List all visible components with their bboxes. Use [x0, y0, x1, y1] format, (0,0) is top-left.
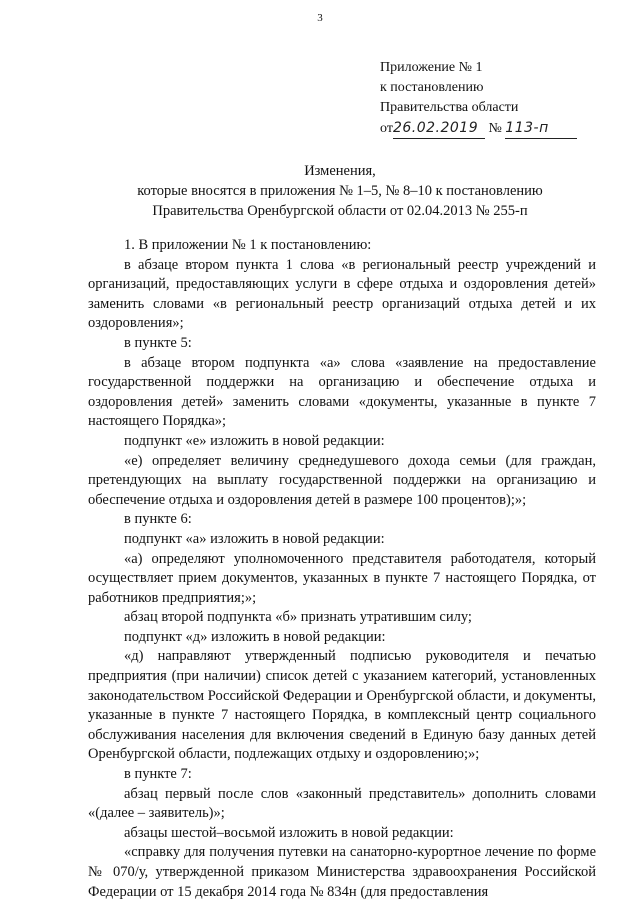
title-line-3: Правительства Оренбургской области от 02.04.2013 № 255-п: [152, 203, 528, 219]
paragraph: абзацы шестой–восьмой изложить в новой редакции:: [124, 824, 454, 841]
paragraph: «е) определяет величину среднедушевого дохода семьи (для граждан, претендующих на выплату государственной поддержки на организацию и обеспечение отдыха и оздоровления детей в размере 100 процентов);»;: [88, 452, 596, 508]
paragraph: 1. В приложении № 1 к постановлению:: [124, 237, 372, 253]
paragraph: абзац первый после слов «законный представитель» дополнить словами «(далее – заявитель)»;: [88, 785, 596, 822]
appendix-date-line: [380, 118, 620, 139]
paragraph: подпункт «е» изложить в новой редакции:: [124, 432, 385, 449]
page-number: 3: [317, 12, 323, 24]
paragraph: в пункте 6:: [124, 511, 192, 528]
document-title: [60, 161, 620, 221]
paragraph: в абзаце втором пункта 1 слова «в региональный реестр учреждений и организаций, предоставляющих услуги в сфере отдыха и оздоровления детей» заменить словами «в региональный реестр организаций отдыха детей и их оздоровления»;: [88, 256, 596, 332]
appendix-line-1: Приложение № 1: [380, 60, 483, 75]
paragraph: подпункт «д» изложить в новой редакции:: [124, 628, 386, 645]
paragraph: в пункте 7:: [124, 766, 192, 783]
handwritten-date: 26.02.2019: [393, 118, 485, 139]
paragraph: «д) направляют утвержденный подписью руководителя и печатью предприятия (при наличии) список детей с указанием категорий, установленных законодательством Российской Федерации и Оренбургской области, и документы, указанные в пункте 7 настоящего Порядка, в комплексный центр социального обслуживания населения для включения сведений в Единую базу данных детей Оренбургской области, подлежащих отдыху и оздоровлению;»;: [88, 648, 596, 763]
title-line-2: которые вносятся в приложения № 1–5, № 8–10 к постановлению: [137, 183, 543, 199]
paragraph: в пункте 5:: [124, 334, 192, 351]
number-sign: №: [488, 121, 502, 136]
from-prefix: от: [380, 121, 393, 136]
title-line-1: Изменения,: [304, 163, 376, 179]
paragraph: в абзаце втором подпункта «а» слова «заявление на предоставление государственной поддержки на организацию и обеспечение отдыха и оздоровления детей» заменить словами «документы, указанные в пункте 7 настоящего Порядка»;: [88, 354, 596, 430]
paragraph: абзац второй подпункта «б» признать утратившим силу;: [124, 609, 472, 626]
paragraph: «а) определяют уполномоченного представителя работодателя, который осуществляет прием документов, указанных в пункте 7 настоящего Порядка, от работников предприятия;»;: [88, 550, 596, 606]
appendix-header: [380, 58, 620, 139]
document-body: [88, 236, 596, 902]
handwritten-number: 113-п: [505, 118, 577, 139]
appendix-line-3: Правительства области: [380, 100, 519, 115]
paragraph: «справку для получения путевки на санаторно-курортное лечение по форме № 070/у, утвержденной приказом Министерства здравоохранения Российской Федерации от 15 декабря 2014 года № 834н (для предоставления: [88, 844, 596, 900]
appendix-line-2: к постановлению: [380, 80, 484, 95]
paragraph: подпункт «а» изложить в новой редакции:: [124, 530, 385, 547]
